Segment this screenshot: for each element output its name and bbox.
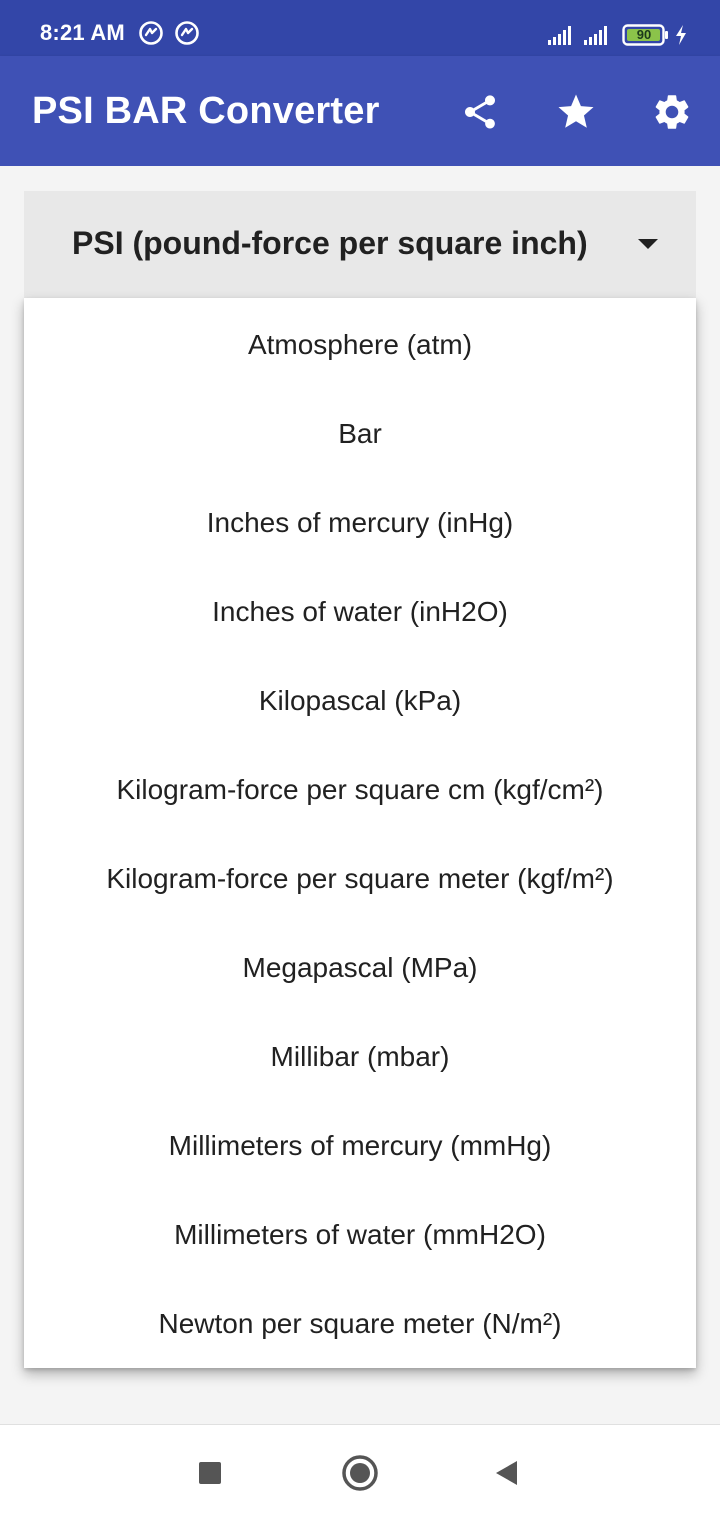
spinner-selected-label: PSI (pound-force per square inch) bbox=[72, 225, 588, 261]
status-bar bbox=[0, 0, 720, 56]
dropdown-option-kgf-m2[interactable]: Kilogram-force per square meter (kgf/m²) bbox=[106, 862, 614, 894]
recents-icon bbox=[197, 1460, 223, 1486]
share-button[interactable] bbox=[452, 84, 508, 140]
share-icon bbox=[460, 92, 500, 132]
dropdown-option-mpa[interactable]: Megapascal (MPa) bbox=[242, 951, 478, 983]
dropdown-option-atm[interactable]: Atmosphere (atm) bbox=[247, 328, 473, 360]
unit-dropdown-list bbox=[24, 298, 696, 1368]
recents-button[interactable] bbox=[186, 1449, 234, 1497]
system-nav-bar bbox=[0, 1424, 720, 1521]
status-time: 8:21 AM bbox=[40, 20, 125, 45]
dropdown-arrow-icon bbox=[638, 239, 658, 249]
charging-icon bbox=[674, 24, 688, 51]
home-button[interactable] bbox=[336, 1449, 384, 1497]
sync-icon bbox=[138, 20, 164, 51]
dropdown-option-kpa[interactable]: Kilopascal (kPa) bbox=[258, 684, 462, 716]
favorite-button[interactable] bbox=[548, 84, 604, 140]
back-icon bbox=[492, 1458, 520, 1488]
battery-icon bbox=[622, 24, 670, 51]
settings-icon bbox=[651, 91, 693, 133]
battery-level: 90 bbox=[636, 27, 652, 42]
signal-icon bbox=[582, 24, 612, 51]
signal-icon bbox=[546, 24, 576, 51]
dropdown-option-mbar[interactable]: Millibar (mbar) bbox=[270, 1040, 450, 1072]
app-title: PSI BAR Converter bbox=[32, 90, 380, 132]
app-bar bbox=[0, 56, 720, 166]
dropdown-option-n-m2[interactable]: Newton per square meter (N/m²) bbox=[158, 1307, 562, 1339]
dropdown-option-bar[interactable]: Bar bbox=[338, 417, 382, 449]
star-icon bbox=[555, 91, 597, 133]
dropdown-option-inhg[interactable]: Inches of mercury (inHg) bbox=[206, 506, 514, 538]
dropdown-option-kgf-cm2[interactable]: Kilogram-force per square cm (kgf/cm²) bbox=[116, 773, 604, 805]
settings-button[interactable] bbox=[644, 84, 700, 140]
unit-spinner[interactable] bbox=[24, 191, 696, 298]
home-icon bbox=[340, 1453, 380, 1493]
back-button[interactable] bbox=[482, 1449, 530, 1497]
dropdown-option-mmhg[interactable]: Millimeters of mercury (mmHg) bbox=[168, 1129, 552, 1161]
sync-icon bbox=[174, 20, 200, 51]
dropdown-option-mmh2o[interactable]: Millimeters of water (mmH2O) bbox=[174, 1218, 546, 1250]
dropdown-option-inh2o[interactable]: Inches of water (inH2O) bbox=[212, 595, 508, 627]
